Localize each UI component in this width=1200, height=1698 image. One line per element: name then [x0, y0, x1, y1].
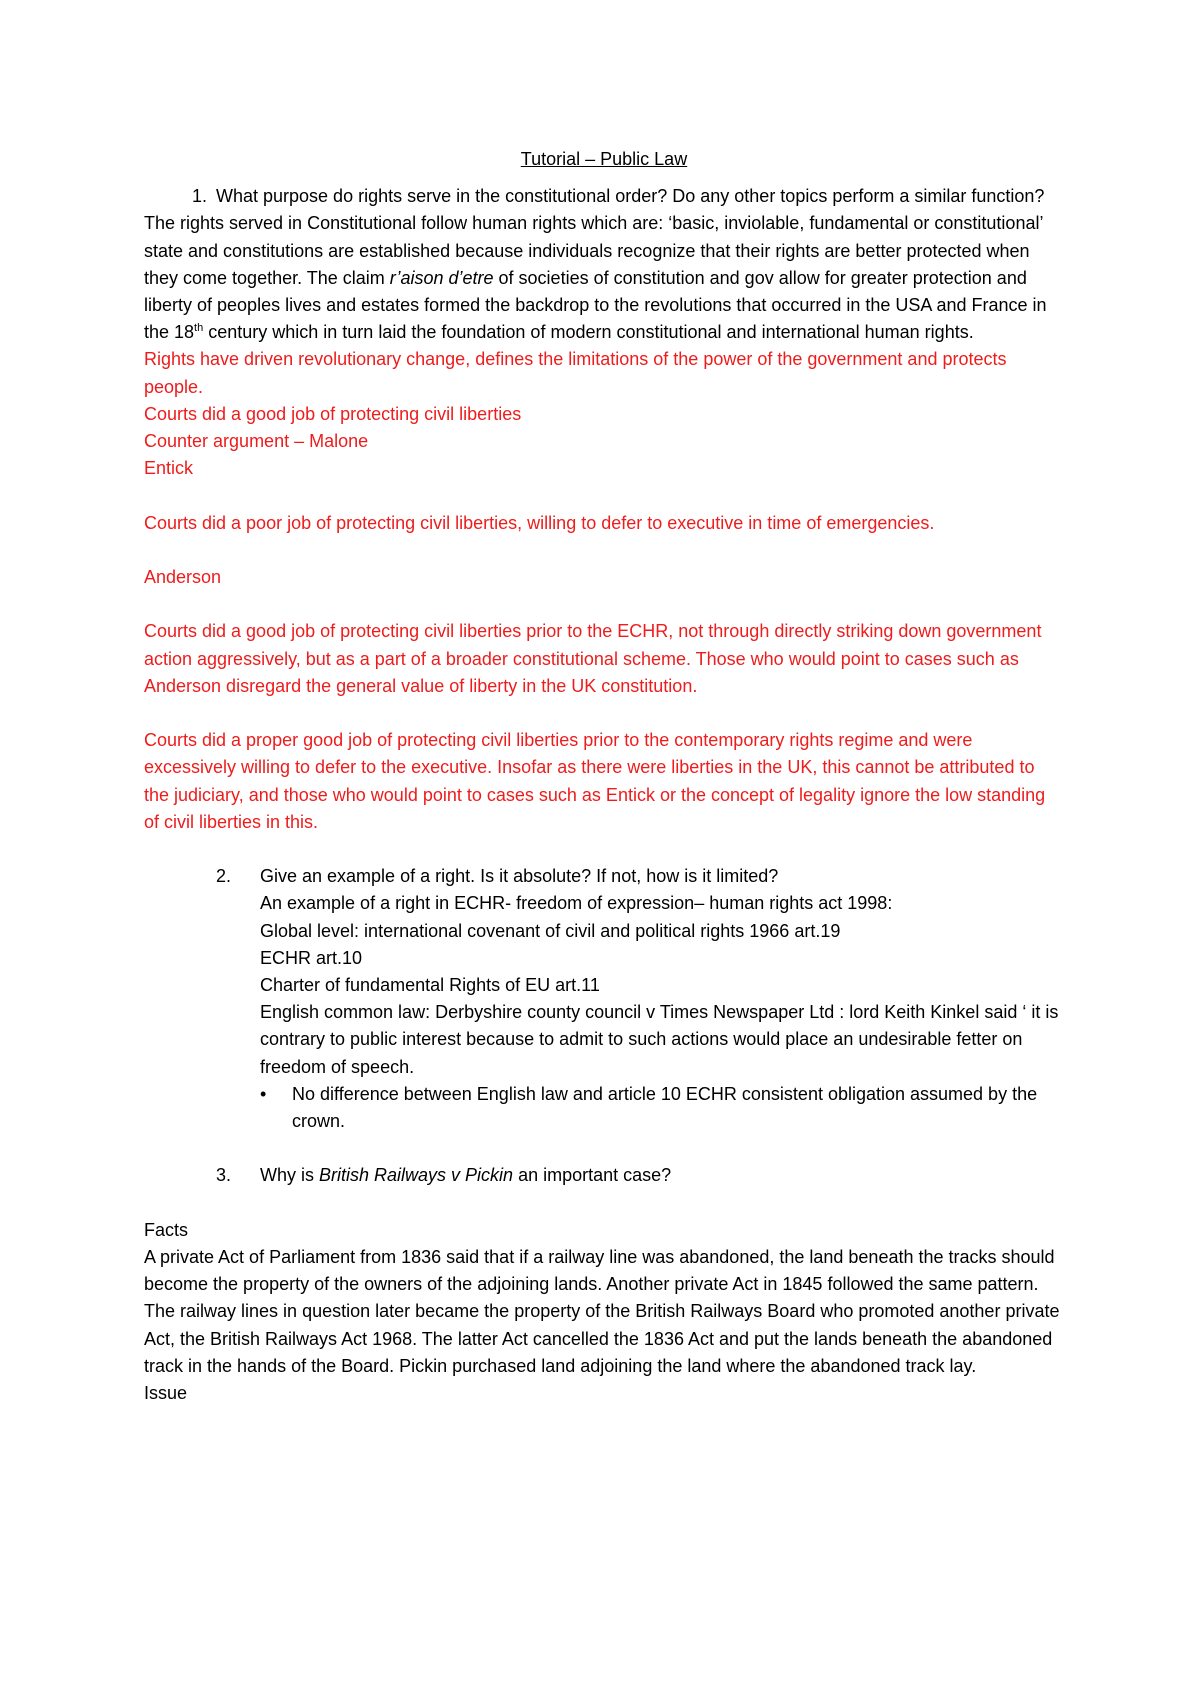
issue-heading: Issue [144, 1383, 188, 1404]
question-2-line-3: ECHR art.10 [260, 947, 363, 968]
answer-text-part2: of societies of constitution and gov allow for greater protection and liberty of peoples lives and estates formed the backdrop to the revolutions that occurred in the USA and France in the 18 [144, 267, 1047, 343]
question-2 [144, 863, 1064, 890]
question-2-line-1: An example of a right in ECHR- freedom of expression– human rights act 1998: [260, 893, 893, 914]
red-note-3: Counter argument – Malone [144, 431, 369, 452]
spacer [144, 836, 1064, 863]
question-3-suffix: an important case? [513, 1165, 672, 1186]
question-2-line-2: Global level: international covenant of civil and political rights 1966 art.19 [260, 920, 841, 941]
answer-text-part3: century which in turn laid the foundation of modern constitutional and international human rights. [203, 322, 974, 343]
bullet-item [144, 1081, 1064, 1135]
spacer [144, 591, 1064, 618]
question-2-text: Give an example of a right. Is it absolute? If not, how is it limited? [260, 866, 779, 887]
spacer [144, 1135, 1064, 1162]
answer-text-part1: The rights served in Constitutional follow human rights which are: ‘basic, inviolable, fundamental or constitutional’ state and constitutions are established because individuals recognize that their rights are better protected when they come together. The claim [144, 213, 1043, 288]
question-2-line-4: Charter of fundamental Rights of EU art.11 [260, 975, 600, 996]
facts-text: A private Act of Parliament from 1836 said that if a railway line was abandoned, the land beneath the tracks should become the property of the owners of the adjoining lands. Another private Act in 1845 followed the same pattern. The railway lines in question later became the property of the British Railways Board who promoted another private Act, the British Railways Act 1968. The latter Act cancelled the 1836 Act and put the lands beneath the abandoned track in the hands of the Board. Pickin purchased land adjoining the land where the abandoned track lay. [144, 1247, 1060, 1376]
spacer [144, 700, 1064, 727]
question-3-number: 3. [216, 1165, 232, 1186]
answer-italic-term: r’aison d’etre [389, 267, 494, 288]
red-note-4: Entick [144, 458, 194, 479]
question-1-text: What purpose do rights serve in the constitutional order? Do any other topics perform a similar function? [216, 186, 1045, 207]
question-1-answer [144, 210, 1064, 346]
red-paragraph-4: Courts did a proper good job of protecting civil liberties prior to the contemporary rights regime and were excessively willing to defer to the executive. Insofar as there were liberties in the UK, this cannot be attributed to the judiciary, and those who would point to cases such as Entick or the concept of legality ignore the low standing of civil liberties in this. [144, 730, 1046, 832]
answer-superscript: th [194, 322, 204, 335]
question-2-line-5: English common law: Derbyshire county council v Times Newspaper Ltd : lord Keith Kinkel said ‘ it is contrary to public interest because to admit to such actions would place an undesirable fetter on freedom of speech. [260, 1002, 1059, 1077]
question-1 [144, 183, 1064, 210]
red-paragraph-1: Courts did a poor job of protecting civil liberties, willing to defer to executive in time of emergencies. [144, 512, 935, 533]
red-note-2: Courts did a good job of protecting civil liberties [144, 403, 522, 424]
bullet-text: No difference between English law and article 10 ECHR consistent obligation assumed by the crown. [292, 1083, 1038, 1132]
facts-heading: Facts [144, 1219, 189, 1240]
red-paragraph-3: Courts did a good job of protecting civil liberties prior to the ECHR, not through directly striking down government action aggressively, but as a part of a broader constitutional scheme. Those who would point to cases such as Anderson disregard the general value of liberty in the UK constitution. [144, 621, 1042, 696]
bullet-dot-icon: • [260, 1083, 267, 1104]
spacer [144, 482, 1064, 509]
spacer [144, 537, 1064, 564]
document-body [144, 146, 1064, 1407]
document-title: Tutorial – Public Law [520, 149, 688, 169]
question-3 [144, 1162, 1064, 1189]
question-3-case-name: British Railways v Pickin [319, 1165, 514, 1186]
red-note-1: Rights have driven revolutionary change, defines the limitations of the power of the government and protects people. [144, 349, 1007, 397]
question-2-number: 2. [216, 866, 232, 887]
spacer [144, 1190, 1064, 1217]
question-3-prefix: Why is [260, 1165, 320, 1186]
question-1-number: 1. [192, 186, 208, 207]
red-paragraph-2: Anderson [144, 567, 222, 588]
